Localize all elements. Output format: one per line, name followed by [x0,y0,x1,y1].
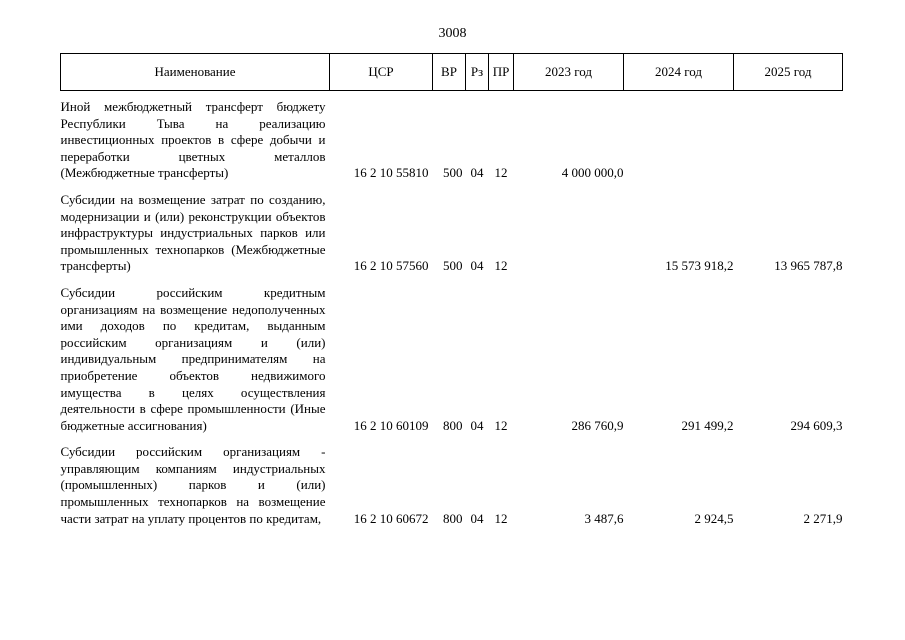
row-vr: 800 [443,510,463,526]
header-pr: ПР [489,54,514,91]
table-row [61,285,843,444]
table-row [61,444,843,537]
row-2023: 3 487,6 [584,510,624,526]
table-row [61,192,843,285]
row-name: Субсидии на возмещение затрат по созданию, модернизации и (или) реконструкции объектов инфраструктуры индустриальных парков или промышленных технопарков (Межбюджетные трансферты) [60,191,326,274]
header-vr: ВР [433,54,466,91]
row-pr: 12 [494,165,508,181]
header-2023: 2023 год [514,54,624,91]
row-2024: 2 924,5 [694,510,734,526]
header-name: Наименование [61,54,330,91]
header-2025: 2025 год [734,54,843,91]
header-2024: 2024 год [624,54,734,91]
row-vr: 500 [443,258,463,274]
table-body [61,91,843,538]
row-2024 [624,91,734,192]
row-2025: 2 271,9 [803,510,843,526]
row-2023: 286 760,9 [571,417,624,433]
row-rz: 04 [470,165,484,181]
page-number: 3008 [438,26,467,41]
budget-table [60,53,843,537]
header-csr: ЦСР [330,54,433,91]
row-csr: 16 2 10 60109 [353,417,429,433]
row-2024: 291 499,2 [681,417,734,433]
row-name: Субсидии российским организациям - управляющим компаниям индустриальных (промышленных) парков и (или) промышленных технопарков на возмещение части затрат на уплату процентов по кредитам, [60,444,326,526]
row-rz: 04 [470,510,484,526]
row-2024: 15 573 918,2 [665,258,734,274]
row-2023: 4 000 000,0 [561,165,624,181]
table-header [61,54,843,91]
table-row [61,91,843,192]
row-pr: 12 [494,417,508,433]
row-pr: 12 [494,258,508,274]
row-2023 [514,192,624,285]
row-csr: 16 2 10 55810 [353,165,429,181]
row-2025 [734,91,843,192]
row-name: Иной межбюджетный трансферт бюджету Республики Тыва на реализацию инвестиционных проектов в сфере добычи и переработки цветных металлов (Межбюджетные трансферты) [60,99,326,181]
header-rz: Рз [466,54,489,91]
row-csr: 16 2 10 60672 [353,510,429,526]
row-2025: 13 965 787,8 [774,258,843,274]
row-name: Субсидии российским кредитным организациям на возмещение недополученных ими доходов по кредитам, выданным российским организациям и (или) индивидуальным предпринимателям на приобретение объектов недвижимого имущества в целях осуществления деятельности в сфере промышленности (Иные бюджетные ассигнования) [60,284,326,433]
row-pr: 12 [494,510,508,526]
row-rz: 04 [470,417,484,433]
row-vr: 500 [443,165,463,181]
row-2025: 294 609,3 [790,417,843,433]
row-vr: 800 [443,417,463,433]
row-csr: 16 2 10 57560 [353,258,429,274]
row-rz: 04 [470,258,484,274]
